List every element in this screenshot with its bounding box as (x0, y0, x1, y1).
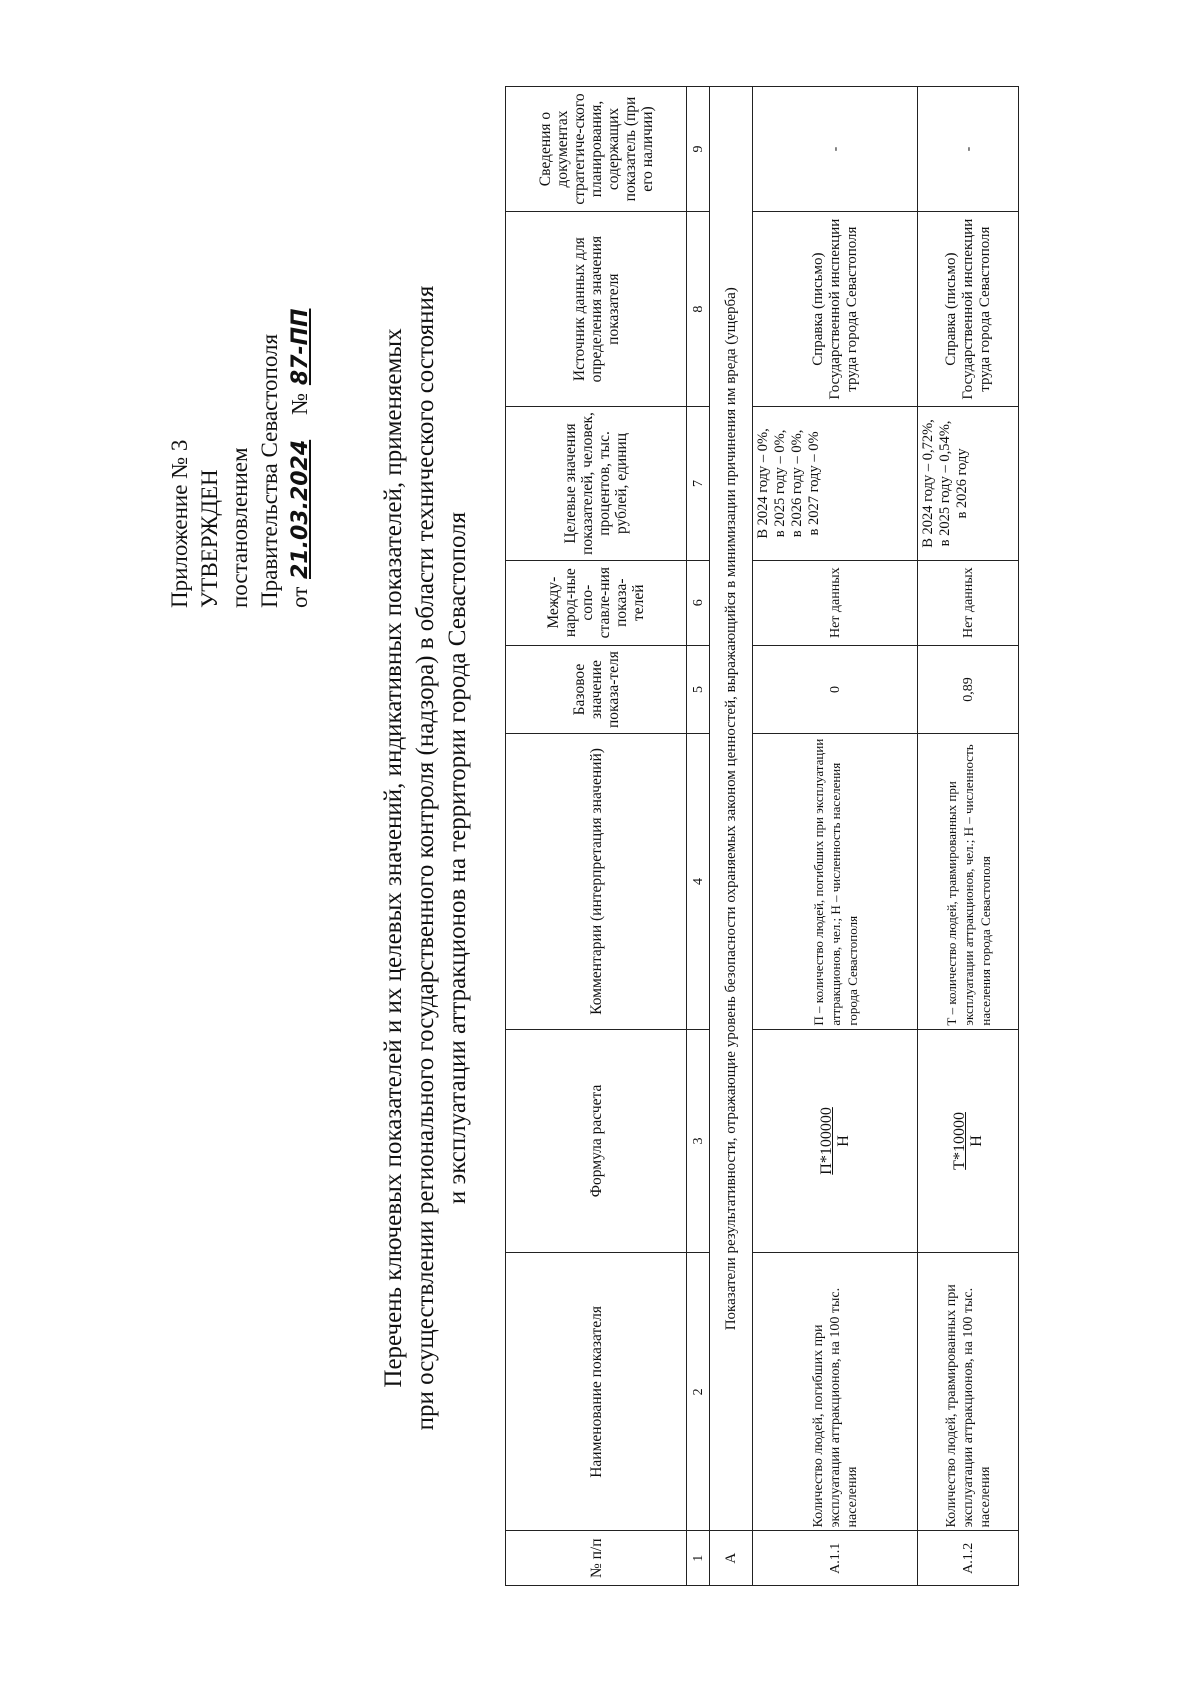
target-value: В 2024 году – 0%, (755, 428, 771, 539)
strategic-docs: - (918, 87, 1019, 212)
column-number: 3 (687, 1029, 710, 1253)
column-number: 9 (687, 87, 710, 212)
formula (918, 1029, 1019, 1253)
target-value: в 2026 году (954, 448, 970, 519)
comment: Т – количество людей, травмированных при эксплуатации аттракционов, чел.; Н – численность населения города Севастополя (918, 734, 1019, 1029)
handwritten-number: 87-ПП (288, 308, 313, 386)
approved-label: УТВЕРЖДЕН (197, 469, 222, 608)
column-header: № п/п (506, 1531, 687, 1586)
table-row (918, 87, 1019, 1586)
column-header: Наименование показателя (506, 1253, 687, 1531)
formula-numerator: П*100000 (818, 1107, 835, 1175)
target-value: В 2024 году – 0,72%, (920, 419, 936, 548)
base-value: 0,89 (918, 645, 1019, 734)
indicators-table (505, 86, 1019, 1586)
column-number: 8 (687, 212, 710, 407)
data-source: Справка (письмо) Государственной инспекции труда города Севастополя (918, 212, 1019, 407)
section-title: Показатели результативности, отражающие уровень безопасности охраняемых законом ценностей, выражающийся в минимизации причинения им вреда (ущерба) (710, 87, 753, 1532)
approval-header (165, 307, 316, 608)
date-prefix: от (287, 586, 312, 608)
column-header: Источник данных для определения значения показателя (506, 212, 687, 407)
row-number: А.1.1 (753, 1531, 918, 1586)
column-number: 1 (687, 1531, 710, 1586)
appendix-label: Приложение № 3 (167, 439, 192, 608)
column-header: Комментарии (интерпретация значений) (506, 734, 687, 1029)
target-value: в 2026 году – 0%, (789, 429, 805, 538)
date-line (285, 307, 316, 608)
title-line: при осуществлении регионального государственного контроля (надзора) в области технического состояния (412, 285, 439, 1431)
title-line: и эксплуатации аттракционов на территории города Севастополя (444, 511, 471, 1205)
government-label: Правительства Севастополя (257, 333, 282, 608)
target-value: в 2025 году – 0,54%, (937, 420, 953, 547)
resolution-label: постановлением (227, 447, 252, 608)
indicator-name: Количество людей, травмированных при эксплуатации аттракционов, на 100 тыс. населения (918, 1253, 1019, 1531)
strategic-docs: - (753, 87, 918, 212)
section-code: А (710, 1531, 753, 1586)
intl-comparison: Нет данных (918, 560, 1019, 645)
column-header: Между-народ-ные сопо-ставле-ния показа-телей (506, 560, 687, 645)
intl-comparison: Нет данных (753, 560, 918, 645)
column-header: Целевые значения показателей, человек, процентов, тыс. рублей, единиц (506, 407, 687, 560)
target-value: в 2025 году – 0%, (772, 429, 788, 538)
formula-denominator: Н (835, 1135, 852, 1147)
number-prefix: № (287, 392, 312, 415)
column-number: 7 (687, 407, 710, 560)
section-row (710, 87, 753, 1586)
column-header: Сведения о документах стратегиче-ского планирования, содержащих показатель (при его наличии) (506, 87, 687, 212)
indicator-name: Количество людей, погибших при эксплуатации аттракционов, на 100 тыс. населения (753, 1253, 918, 1531)
column-header: Базовое значение показа-теля (506, 645, 687, 734)
column-header: Формула расчета (506, 1029, 687, 1253)
formula (753, 1029, 918, 1253)
target-values (918, 407, 1019, 560)
title-line: Перечень ключевых показателей и их целевых значений, индикативных показателей, применяемых (380, 328, 407, 1388)
column-number: 4 (687, 734, 710, 1029)
data-source: Справка (письмо) Государственной инспекции труда города Севастополя (753, 212, 918, 407)
formula-numerator: Т*10000 (951, 1112, 968, 1170)
column-number: 2 (687, 1253, 710, 1531)
document-title (378, 138, 474, 1578)
row-number: А.1.2 (918, 1531, 1019, 1586)
target-values (753, 407, 918, 560)
handwritten-date: 21.03.2024 (288, 439, 313, 579)
column-number: 5 (687, 645, 710, 734)
header-row (506, 87, 687, 1586)
target-value: в 2027 году – 0% (806, 431, 822, 536)
column-number-row (687, 87, 710, 1586)
table-row (753, 87, 918, 1586)
formula-denominator: Н (968, 1135, 985, 1147)
comment: П – количество людей, погибших при эксплуатации аттракционов, чел.; Н – численность населения города Севастополя (753, 734, 918, 1029)
base-value: 0 (753, 645, 918, 734)
column-number: 6 (687, 560, 710, 645)
